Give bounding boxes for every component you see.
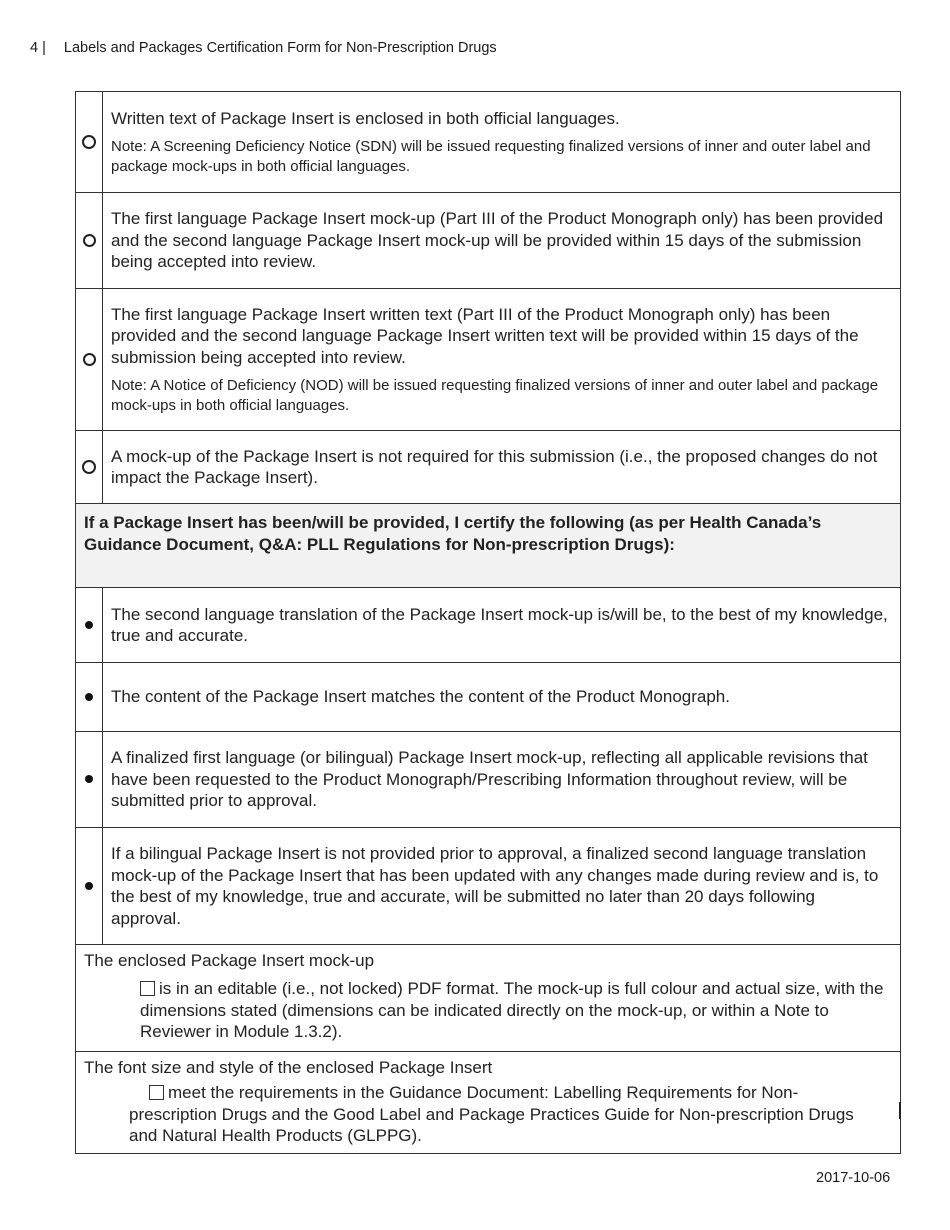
- mockup-checkbox-item: [84, 978, 886, 1043]
- font-section-title: The font size and style of the enclosed Package Insert: [84, 1058, 493, 1077]
- bullet-icon: [85, 775, 93, 783]
- font-section-row: [76, 1052, 901, 1154]
- option-text: A mock-up of the Package Insert is not required for this submission (i.e., the proposed changes do not impact the Package Insert).: [111, 446, 878, 487]
- option-text: The first language Package Insert mock-up (Part III of the Product Monograph only) has been provided and the second language Package Insert mock-up will be provided within 15 days of the submission being accepted into review.: [111, 209, 884, 272]
- checkbox-icon[interactable]: [149, 1085, 164, 1100]
- form-title: Labels and Packages Certification Form for Non-Prescription Drugs: [63, 40, 497, 56]
- edge-mark: [899, 1102, 901, 1119]
- radio-button-icon[interactable]: [83, 353, 96, 366]
- bullet-icon: [85, 882, 93, 890]
- bullet-icon: [85, 693, 93, 701]
- certify-heading: If a Package Insert has been/will be provided, I certify the following (as per Health Canada’s Guidance Document, Q&A: PLL Regulations for Non-prescription Drugs):: [84, 513, 822, 554]
- option-control-cell: [76, 289, 103, 431]
- radio-button-icon[interactable]: [83, 234, 96, 247]
- option-row: [76, 193, 901, 289]
- certification-text-cell: [103, 588, 901, 663]
- certification-text: A finalized first language (or bilingual) Package Insert mock-up, reflecting all applicable revisions that have been requested to the Product Monograph/Prescribing Information throughout review, will be submitted prior to approval.: [111, 748, 868, 811]
- option-note: Note: A Notice of Deficiency (NOD) will be issued requesting finalized versions of inner and outer label and package mock-ups in both official languages.: [111, 377, 879, 414]
- option-control-cell: [76, 92, 103, 193]
- certification-text-cell: [103, 732, 901, 828]
- option-control-cell: [76, 431, 103, 504]
- font-section-cell: [76, 1052, 901, 1154]
- certification-row: [76, 828, 901, 945]
- font-checkbox-item: [84, 1082, 886, 1147]
- certification-row: [76, 588, 901, 663]
- option-text-cell: [103, 193, 901, 289]
- option-row: [76, 92, 901, 193]
- certification-text: The content of the Package Insert matches the content of the Product Monograph.: [111, 687, 730, 707]
- certification-bullet-cell: [76, 663, 103, 732]
- certify-heading-row: [76, 504, 901, 588]
- certification-bullet-cell: [76, 588, 103, 663]
- mockup-section-title: The enclosed Package Insert mock-up: [84, 951, 375, 970]
- certification-text: The second language translation of the Package Insert mock-up is/will be, to the best of my knowledge, true and accurate.: [111, 604, 888, 645]
- certification-bullet-cell: [76, 828, 103, 945]
- page-header: [30, 40, 497, 56]
- certify-heading-cell: [76, 504, 901, 588]
- certification-text: If a bilingual Package Insert is not provided prior to approval, a finalized second language translation mock-up of the Package Insert that has been updated with any changes made during review and is, to the best of my knowledge, true and accurate, will be submitted no later than 20 days following approval.: [111, 844, 879, 928]
- option-row: [76, 431, 901, 504]
- certification-row: [76, 663, 901, 732]
- option-note: Note: A Screening Deficiency Notice (SDN) will be issued requesting finalized versions of inner and outer label and package mock-ups in both official languages.: [111, 138, 871, 175]
- certification-table: [75, 91, 901, 1154]
- certification-text-cell: [103, 828, 901, 945]
- option-text: Written text of Package Insert is enclosed in both official languages.: [111, 108, 620, 128]
- option-control-cell: [76, 193, 103, 289]
- checkbox-icon[interactable]: [140, 981, 155, 996]
- option-text-cell: [103, 289, 901, 431]
- page-number: 4 |: [30, 40, 46, 56]
- radio-button-icon[interactable]: [82, 135, 96, 149]
- mockup-section-row: [76, 945, 901, 1052]
- certification-text-cell: [103, 663, 901, 732]
- option-row: [76, 289, 901, 431]
- certification-row: [76, 732, 901, 828]
- option-text-cell: [103, 92, 901, 193]
- bullet-icon: [85, 621, 93, 629]
- footer-date: 2017-10-06: [816, 1170, 891, 1186]
- certification-bullet-cell: [76, 732, 103, 828]
- option-text: The first language Package Insert written text (Part III of the Product Monograph only) has been provided and the second language Package Insert written text will be provided within 15 days of the submission being accepted into review.: [111, 304, 859, 367]
- option-text-cell: [103, 431, 901, 504]
- mockup-checkbox-label: is in an editable (i.e., not locked) PDF format. The mock-up is full colour and actual size, with the dimensions stated (dimensions can be indicated directly on the mock-up, or within a Note to Reviewer in Module 1.3.2).: [140, 979, 884, 1041]
- font-checkbox-label: meet the requirements in the Guidance Document: Labelling Requirements for Non-prescription Drugs and the Good Label and Package Practices Guide for Non-prescription Drugs and Natural Health Products (GLPPG).: [129, 1083, 854, 1145]
- radio-button-icon[interactable]: [82, 460, 96, 474]
- mockup-section-cell: [76, 945, 901, 1052]
